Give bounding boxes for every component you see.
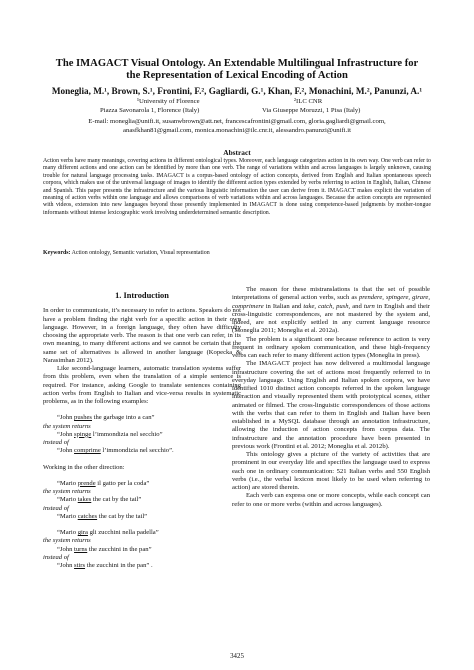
email-line-2: anasfkhan81@gmail.com, monica.monachini@ilc.cnr.it, alessandro.panunzi@unifi.it [123, 126, 351, 134]
keywords-text: Action ontology, Semantic variation, Visual representation [70, 250, 210, 256]
example-line: “John spinge l’immondizia nel secchio” [57, 430, 163, 438]
example-line: “Mario takes the cat by the tail” [57, 496, 142, 504]
example-label: instead of [43, 504, 69, 512]
example-line: “Mario prende il gatto per la coda” [57, 479, 150, 487]
address-florence: Piazza Savonarola 1, Florence (Italy) [100, 107, 200, 114]
example-label: instead of [43, 553, 69, 561]
author-list: Moneglia, M.¹, Brown, S.¹, Frontini, F.², Gagliardi, G.¹, Khan, F.², Monachini, M.², Panunzi, A.¹ [51, 86, 423, 96]
body-paragraph-2: The problem is a significant one because reference to action is very frequent in ordinary spoken communication, and these high-frequency verbs can each refer to many different action types (Moneglia in press). [232, 335, 430, 359]
email-block [22, 118, 452, 135]
keywords [43, 250, 431, 256]
right-column [232, 286, 430, 509]
example-label: the system returns [43, 537, 91, 545]
example-label: the system returns [43, 488, 91, 495]
section-heading-introduction: 1. Introduction [115, 291, 169, 300]
keywords-label: Keywords: [43, 250, 71, 256]
example-line: “John pushes the garbage into a can” [57, 414, 155, 422]
title-line-2: the Representation of Lexical Encoding of Action [126, 70, 348, 82]
page-number: 3425 [230, 653, 244, 660]
left-column [43, 292, 241, 570]
intro-paragraph-3: Working in the other direction: [43, 463, 125, 471]
intro-paragraph-2: Like second-language learners, automatic translation systems suffer from this problem, even when the translation of a simple sentence is required. For instance, asking Google to translate sentences containing action verbs from English to Italian and vice-versa results in systematic problems, as in the following examples: [43, 365, 241, 405]
affiliation-florence: ¹University of Florence [137, 98, 200, 105]
title-line-1: The IMAGACT Visual Ontology. An Extendable Multilingual Infrastructure for [55, 58, 419, 69]
affiliation-ilc: ²ILC CNR [294, 98, 323, 105]
example-line: “Mario gira gli zucchini nella padella” [57, 529, 159, 536]
abstract-text: Action verbs have many meanings, covering actions in different ontological types. Moreover, each language categorizes action in its own way. One verb can refer to many different actions and one action can be identified by more than one verb. The range of variations within and across languages is largely unknown, causing trouble for natural language processing tasks. IMAGACT is a corpus-based ontology of action concepts, derived from English and Italian spontaneous speech corpora, which makes use of the universal language of images to identify the different action types extended by verbs referring to action in English, Italian, Chinese and Spanish. This paper presents the infrastructure and the various linguistic information the user can derive from it. IMAGACT makes explicit the variation of meaning of action verbs within one language and allows comparisons of verb variations within and across languages. Because the action concepts are represented with videos, extension into new languages beyond those presently implemented in IMAGACT is done using competence-based judgments by mother-tongue informants without intense lexicographic work involving underdetermined semantic description. [43, 158, 431, 216]
example-label: the system returns [43, 422, 91, 430]
body-paragraph-5: Each verb can express one or more concepts, while each concept can refer to one or more verbs (within and across languages). [232, 492, 430, 508]
paper-title [22, 58, 452, 82]
body-paragraph-4: This ontology gives a picture of the variety of activities that are prominent in our everyday life and specifies the language used to express each one in ordinary communication: 521 Italian verbs and 550 English verbs (i.e., the verbal lexicon most likely to be used when referring to action) are stored therein. [232, 451, 430, 491]
email-line-1: E-mail: moneglia@unifi.it, susanwbrown@att.net, francescafrontini@gmail.com, gloria.gagliardi@gmail.com, [88, 118, 386, 125]
body-paragraph-1: The reason for these mistranslations is that the set of possible interpretations of general action verbs, such as prendere, spingere, girare, comprimere in Italian and take, catch, push, and turn in English and their cross-linguistic correspondences, are not mastered by the system and, indeed, are not explicitly settled in any current language resource (Moneglia 2011; Moneglia et al. 2012a). [232, 286, 430, 335]
address-pisa: Via Giuseppe Moruzzi, 1 Pisa (Italy) [262, 107, 361, 114]
example-line: “John stirs the zucchini in the pan” . [57, 562, 153, 569]
example-line: “John turns the zucchini in the pan” [57, 545, 152, 553]
intro-paragraph-1: In order to communicate, it’s necessary to refer to actions. Speakers do not have a problem finding the right verb for a specific action in their own language. However, in a foreign language, they often have difficulty choosing the appropriate verb. The reason is that one verb can refer, in its own meaning, to many different actions and we cannot be certain that the same set of alternatives is allowed in another language (Kopecka & Narasimhan 2012). [43, 307, 241, 364]
abstract-heading: Abstract [223, 148, 251, 157]
example-line: “Mario catches the cat by the tail” [57, 512, 148, 520]
example-label: instead of [43, 439, 69, 446]
example-line: “John comprime l’immondizia nel secchio”. [57, 447, 174, 455]
body-paragraph-3: The IMAGACT project has now delivered a multimodal language infrastructure covering the set of actions most frequently referred to in everyday language. Using English and Italian spoken corpora, we have identified 1010 distinct action concepts referred in the spoken language interaction and visually represented them with prototypical scenes, either animated or filmed. The cross-linguistic correspondences of those actions with the verbs that can refer to them in English and Italian have been established in a MySQL database through an annotation infrastructure, allowing the induction of action concepts from corpus data. The infrastructure and the annotation procedure have been presented in previous work (Frontini et al. 2012; Moneglia et al. 2012b). [232, 360, 430, 450]
